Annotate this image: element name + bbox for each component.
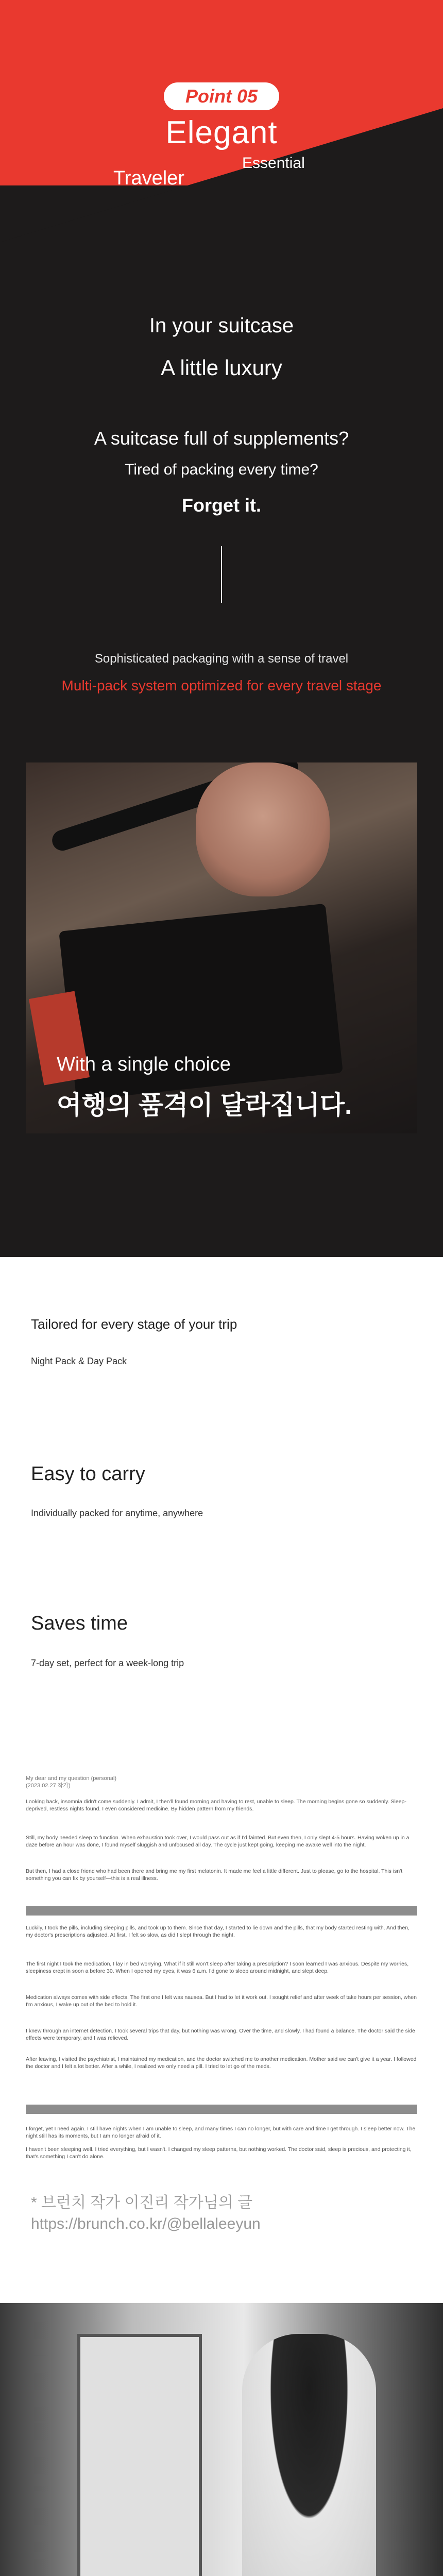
lifestyle-photo-2 — [0, 2303, 443, 2576]
feature-carry-subtitle: Individually packed for anytime, anywhere — [31, 1508, 203, 1518]
photo-caption-korean: 여행의 품격이 달라집니다. — [57, 1091, 352, 1120]
author-credit: * 브런치 작가 이진리 작가님의 글 — [31, 2194, 253, 2211]
article-paragraph: The first night I took the medication, I lay in bed worrying. What if it still won't sleep after taking a prescription? I soon learned I was anxious. Despite my worries, sleepiness crept in soon a before 30. When I opened my eyes, it was 6 a.m. I'd gone to sleep around midnight, and slept deep. — [26, 1961, 409, 1974]
article-paragraph: But then, I had a close friend who had been there and bring me my first melatonin. It made me feel a little different. Just to please, go to the hospital. This isn't something you can fix by yourself—this is a real illness. — [26, 1868, 403, 1882]
article-divider-bar — [26, 2105, 417, 2114]
hero-word-traveler: Traveler — [113, 167, 184, 189]
point-badge: Point 05 — [164, 82, 279, 110]
multipack-system-text: Multi-pack system optimized for every travel stage — [61, 677, 382, 693]
article-paragraph: I knew through an internet detection. I took several trips that day, but nothing was wrong. Over the time, and slowly, I had found a balance. The doctor said the side effects were temporary, and I was relieved. — [26, 2028, 415, 2041]
article-paragraph: Luckily, I took the pills, including sleeping pills, and took up to them. Since that day, I started to lie down and the pills, that my body started resting with. And then, my doctor's prescriptions adjusted. At first, I felt so slow, as did I slept through the night. — [26, 1925, 410, 1938]
sophisticated-text: Sophisticated packaging with a sense of travel — [94, 652, 349, 666]
article-paragraph: I forget, yet I need again. I still have nights when I am unable to sleep, and many times I can no longer, but with care and time I get through. I sleep better now. The night still has its moments, but I am no longer afraid of it. — [26, 2126, 416, 2139]
person-shape — [242, 2334, 376, 2576]
headline-luxury: A little luxury — [161, 355, 282, 380]
question-tired: Tired of packing every time? — [125, 461, 318, 478]
door-shape — [77, 2334, 202, 2576]
article-paragraph: After leaving, I visited the psychiatrist, I maintained my medication, and the doctor switched me to another medication. Mother said we can't give it a year. I followed the doctor and I felt a lot better. After a while, I realized we only need a pill. I tried to let go of the meds. — [26, 2056, 417, 2070]
product-lifestyle-photo — [26, 762, 417, 1133]
hand-shape — [196, 762, 330, 896]
article-meta — [26, 1775, 417, 1789]
article-paragraph: Looking back, insomnia didn't come suddenly. I admit, I then'll found morning and having to rest, unable to sleep. The morning begins gone so suddenly. Sleep-deprived, restless nights found. I even considered medicine. By hidden pattern from my friends. — [26, 1799, 406, 1812]
question-supplements: A suitcase full of supplements? — [94, 428, 349, 449]
article-paragraph: I haven't been sleeping well. I tried everything, but I wasn't. I changed my sleep patterns, but nothing worked. The doctor said, sleep is precious, and protecting it, that's something I can't do alone. — [26, 2146, 412, 2160]
feature-tailored-title: Tailored for every stage of your trip — [31, 1316, 237, 1332]
article-divider-bar — [26, 1906, 417, 1916]
hero-word-essential: Essential — [242, 155, 305, 172]
photo-caption-english: With a single choice — [57, 1054, 231, 1075]
author-link[interactable]: https://brunch.co.kr/@bellaleeyun — [31, 2215, 261, 2232]
hero-title: Elegant — [165, 115, 278, 150]
headline-suitcase: In your suitcase — [149, 314, 294, 337]
feature-time-subtitle: 7-day set, perfect for a week-long trip — [31, 1658, 184, 1668]
article-meta-date: (2023.02.27 작가) — [26, 1783, 71, 1789]
article-paragraph: Still, my body needed sleep to function. When exhaustion took over, I would pass out as if I'd fainted. But even then, I only slept 4-5 hours. Having woken up in a daze before an hour was done, I found myself sluggish and unfocused all day. The cycle just kept going, keeping me awake well into the night. — [26, 1835, 410, 1848]
vertical-divider — [221, 546, 222, 603]
feature-time-title: Saves time — [31, 1613, 128, 1634]
article-meta-line: My dear and my question (personal) — [26, 1775, 117, 1782]
feature-carry-title: Easy to carry — [31, 1463, 145, 1485]
forget-it-text: Forget it. — [182, 495, 261, 516]
feature-tailored-subtitle: Night Pack & Day Pack — [31, 1356, 127, 1366]
article-paragraph: Medication always comes with side effects. The first one I felt was nausea. But I had to let it work out. I sought relief and after week of take hours per session, when I'm anxious, I wake up out of the bed to hold it. — [26, 1994, 417, 2008]
